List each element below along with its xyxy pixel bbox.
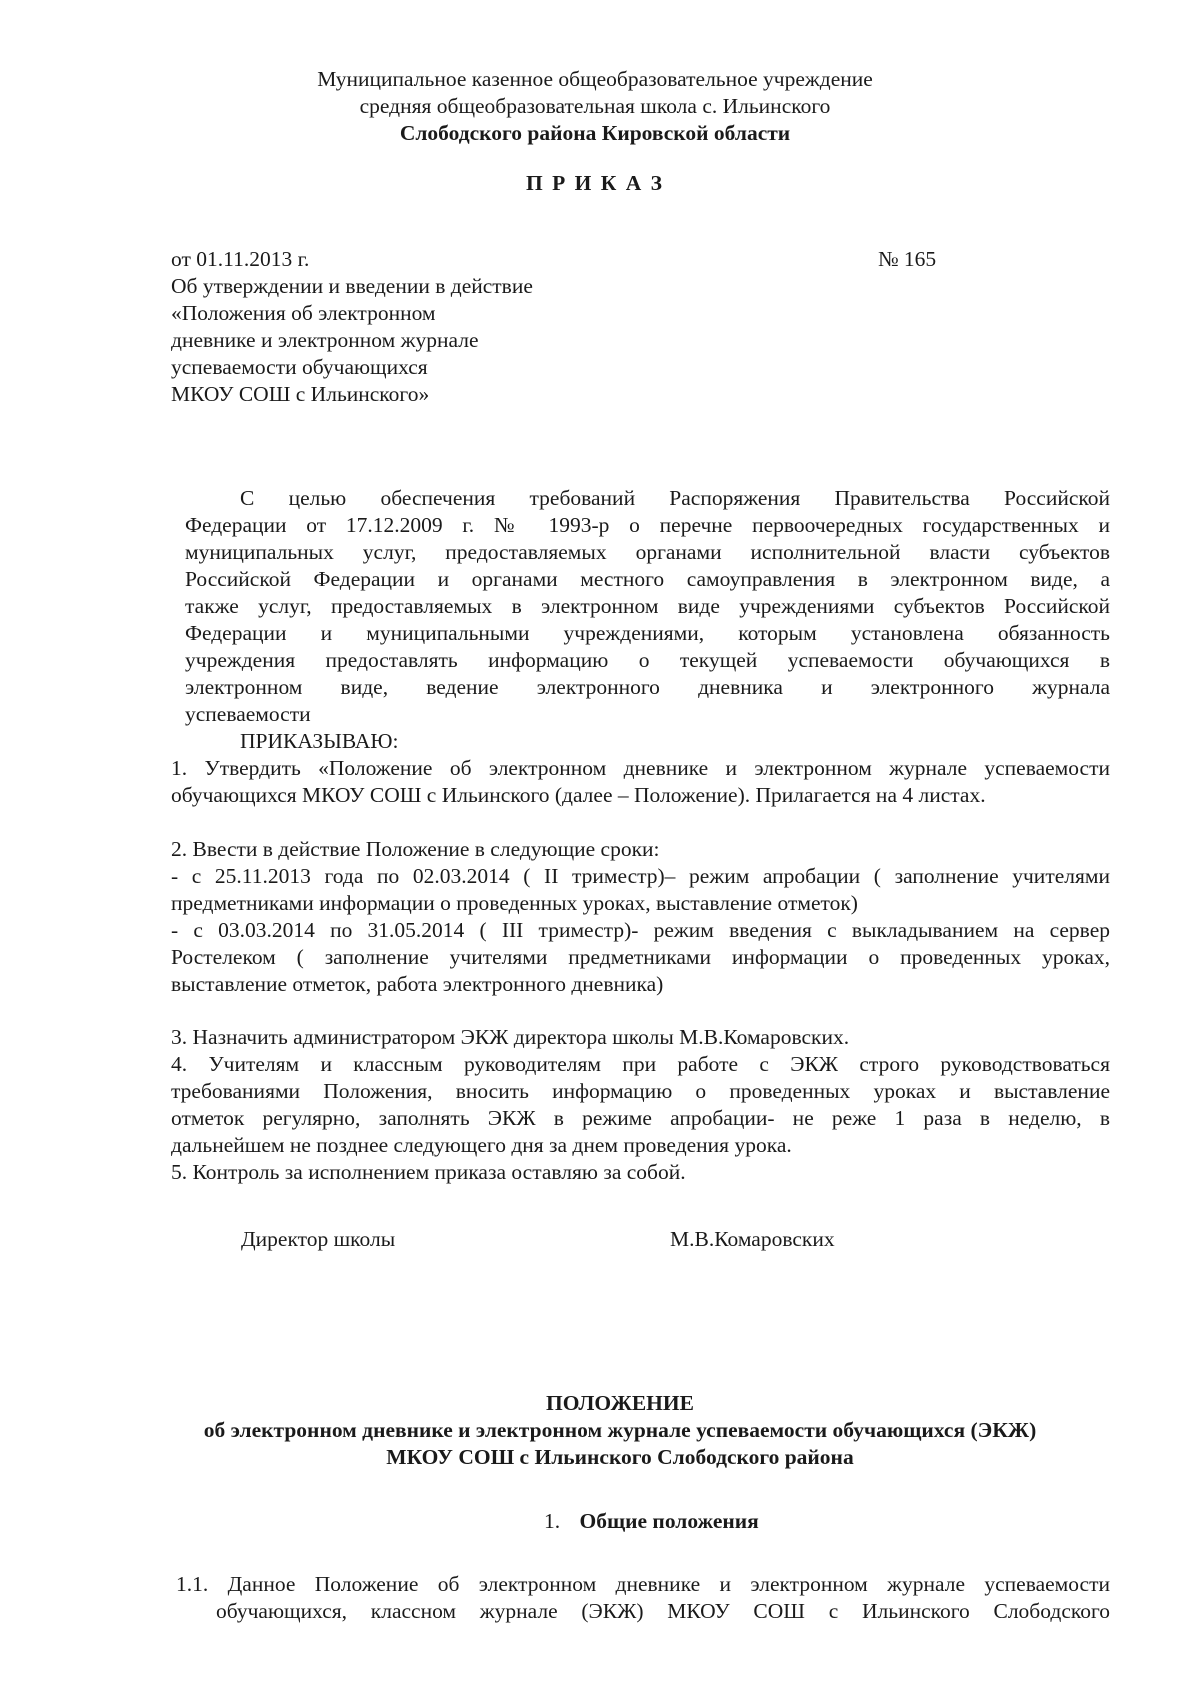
order-item-2 bbox=[171, 836, 1110, 998]
clause-line: обучающихся, классном журнале (ЭКЖ) МКОУ СОШ с Ильинского Слободского bbox=[216, 1599, 1110, 1623]
subject-line: успеваемости обучающихся bbox=[171, 355, 428, 379]
item-line: Ростелеком ( заполнение учителями предметниками информации о проведенных уроках, bbox=[171, 945, 1110, 969]
item-line: 2. Ввести в действие Положение в следующие сроки: bbox=[171, 837, 660, 861]
clause-1-1 bbox=[176, 1571, 1110, 1625]
order-item-1 bbox=[171, 755, 1110, 809]
order-title: П Р И К А З bbox=[526, 171, 664, 195]
prikazyvayu: ПРИКАЗЫВАЮ: bbox=[240, 729, 399, 753]
item-line: - с 03.03.2014 по 31.05.2014 ( III триместр)- режим введения с выкладыванием на сервер bbox=[171, 918, 1110, 942]
order-item-4 bbox=[171, 1051, 1110, 1159]
item-line: выставление отметок, работа электронного дневника) bbox=[171, 972, 664, 996]
preamble-line: также услуг, предоставляемых в электронном виде учреждениями субъектов Российской bbox=[185, 594, 1110, 618]
preamble-line: муниципальных услуг, предоставляемых органами исполнительной власти субъектов bbox=[185, 540, 1110, 564]
order-date: от 01.11.2013 г. bbox=[171, 247, 310, 271]
preamble-line: Федерации от 17.12.2009 г. № 1993-р о перечне первоочередных государственных и bbox=[185, 513, 1110, 537]
preamble-line: Федерации и муниципальными учреждениями, которым установлена обязанность bbox=[185, 621, 1110, 645]
regulation-subtitle-2: МКОУ СОШ с Ильинского Слободского района bbox=[386, 1445, 854, 1469]
item-line: отметок регулярно, заполнять ЭКЖ в режиме апробации- не реже 1 раза в неделю, в bbox=[171, 1106, 1110, 1130]
org-line-2: средняя общеобразовательная школа с. Ильинского bbox=[359, 94, 831, 118]
org-line-1: Муниципальное казенное общеобразовательное учреждение bbox=[317, 67, 873, 91]
item-line: обучающихся МКОУ СОШ с Ильинского (далее – Положение). Прилагается на 4 листах. bbox=[171, 783, 986, 807]
subject-line: дневнике и электронном журнале bbox=[171, 328, 479, 352]
item-line: предметниками информации о проведенных уроках, выставление отметок) bbox=[171, 891, 858, 915]
regulation-title: ПОЛОЖЕНИЕ bbox=[546, 1391, 694, 1415]
preamble-line: учреждения предоставлять информацию о текущей успеваемости обучающихся в bbox=[185, 648, 1110, 672]
item-line: требованиями Положения, вносить информацию о проведенных уроках и выставление bbox=[171, 1079, 1110, 1103]
order-preamble bbox=[185, 485, 1110, 755]
regulation-subtitle-1: об электронном дневнике и электронном журнале успеваемости обучающихся (ЭКЖ) bbox=[203, 1418, 1037, 1442]
regulation-heading bbox=[120, 1390, 1120, 1471]
section-1-number: 1. bbox=[544, 1509, 561, 1533]
subject-line: МКОУ СОШ с Ильинского» bbox=[171, 382, 430, 406]
signature-name: М.В.Комаровских bbox=[670, 1227, 835, 1251]
subject-line: Об утверждении и введении в действие bbox=[171, 274, 533, 298]
item-line: 4. Учителям и классным руководителям при работе с ЭКЖ строго руководствоваться bbox=[171, 1052, 1110, 1076]
section-1-title: Общие положения bbox=[579, 1509, 759, 1533]
item-line: - с 25.11.2013 года по 02.03.2014 ( II триместр)– режим апробации ( заполнение учителями bbox=[171, 864, 1110, 888]
item-line: 3. Назначить администратором ЭКЖ директора школы М.В.Комаровских. bbox=[171, 1025, 850, 1049]
order-subject bbox=[171, 273, 671, 408]
clause-line: 1.1. Данное Положение об электронном дневнике и электронном журнале успеваемости bbox=[176, 1572, 1110, 1596]
item-line: 5. Контроль за исполнением приказа оставляю за собой. bbox=[171, 1160, 686, 1184]
order-item-3 bbox=[171, 1024, 1110, 1051]
order-item-5 bbox=[171, 1159, 1110, 1186]
preamble-line: С целью обеспечения требований Распоряжения Правительства Российской bbox=[240, 486, 1110, 510]
item-line: дальнейшем не позднее следующего дня за днем проведения урока. bbox=[171, 1133, 792, 1157]
subject-line: «Положения об электронном bbox=[171, 301, 436, 325]
order-number: № 165 bbox=[878, 247, 937, 271]
preamble-line: успеваемости bbox=[185, 702, 311, 726]
org-header bbox=[120, 66, 1070, 147]
org-line-3: Слободского района Кировской области bbox=[399, 121, 791, 145]
section-1-heading bbox=[544, 1508, 759, 1535]
item-line: 1. Утвердить «Положение об электронном дневнике и электронном журнале успеваемости bbox=[171, 756, 1110, 780]
preamble-line: электронном виде, ведение электронного дневника и электронного журнала bbox=[185, 675, 1110, 699]
preamble-line: Российской Федерации и органами местного самоуправления в электронном виде, а bbox=[185, 567, 1110, 591]
signature-role: Директор школы bbox=[241, 1227, 396, 1251]
